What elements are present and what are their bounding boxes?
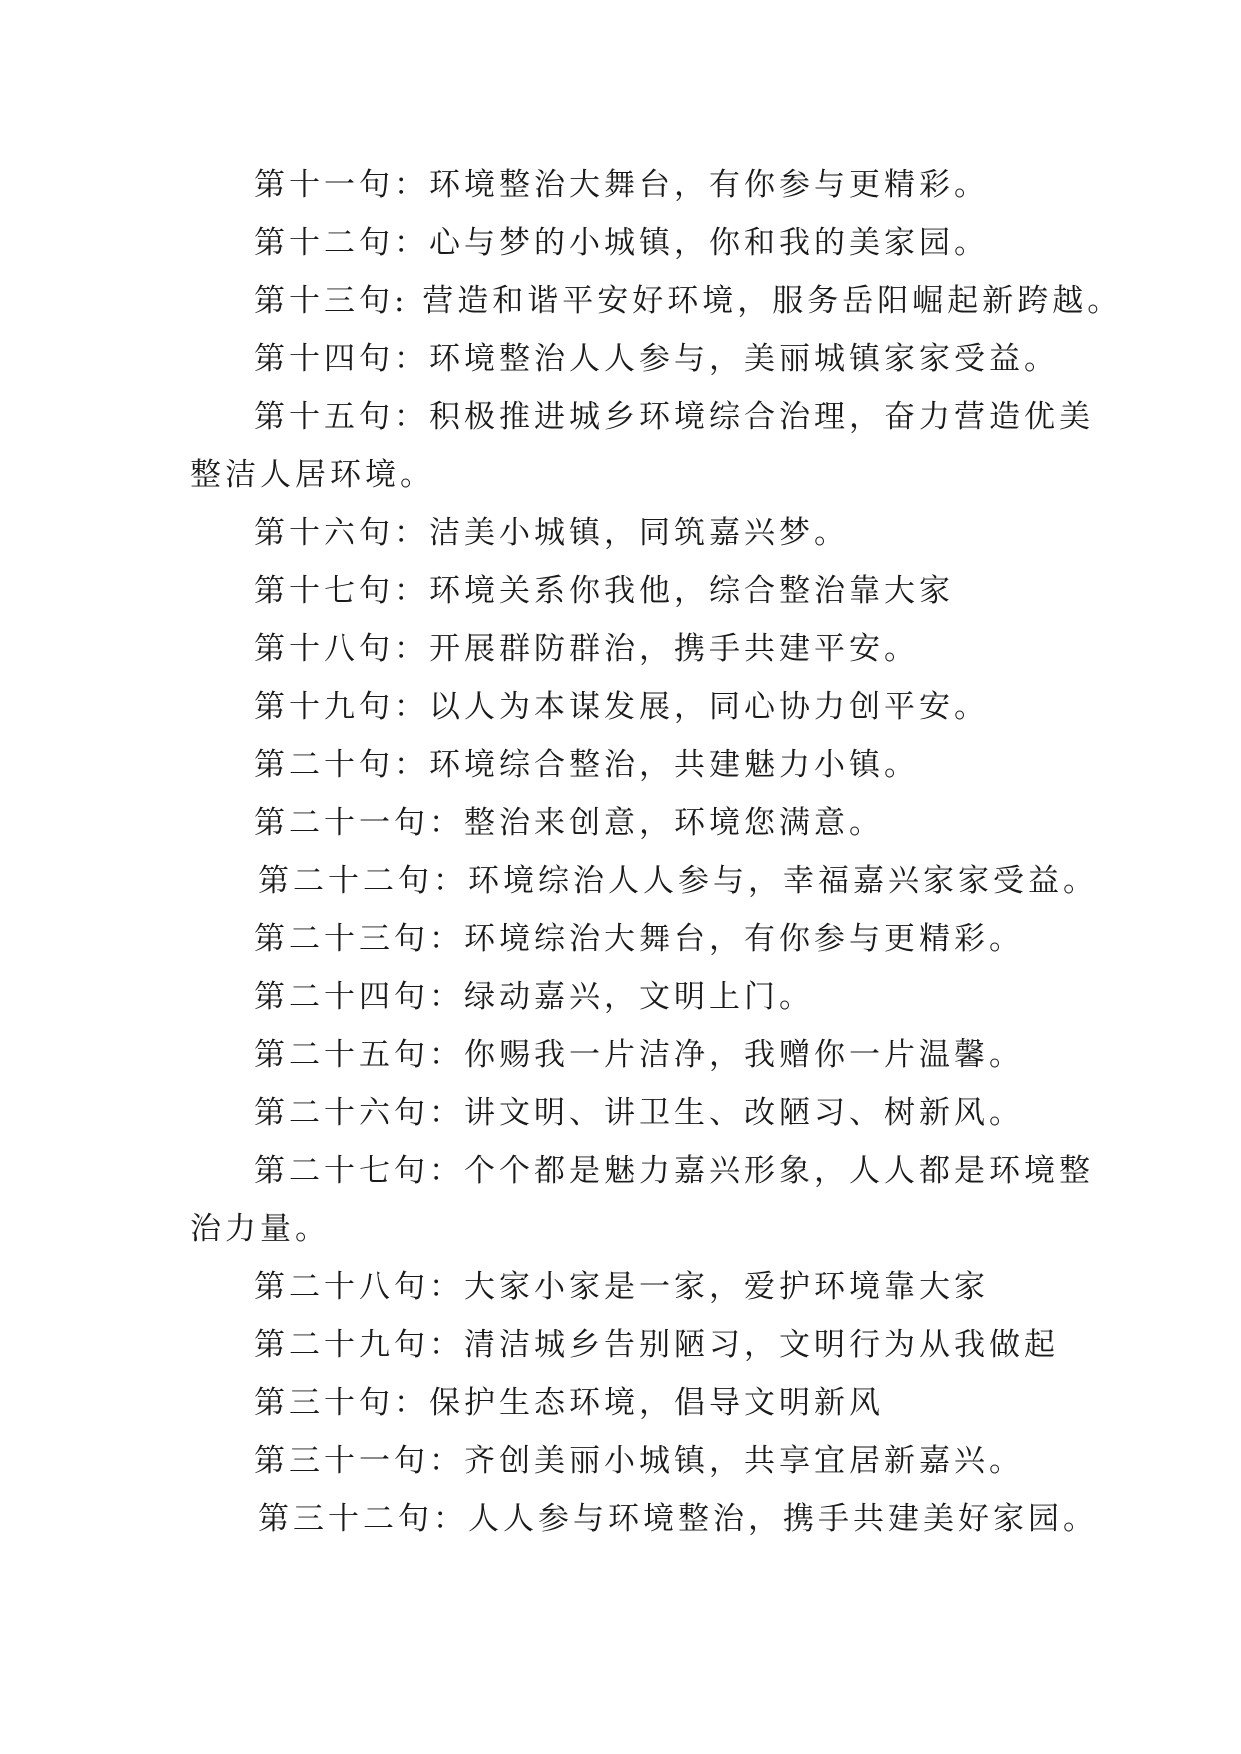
slogan-line: 第十二句：心与梦的小城镇，你和我的美家园。 xyxy=(254,225,989,261)
slogan-line: 第二十四句：绿动嘉兴，文明上门。 xyxy=(254,979,814,1015)
slogan-line: 第三十一句：齐创美丽小城镇，共享宜居新嘉兴。 xyxy=(254,1443,1024,1479)
slogan-line: 第十三句: 营造和谐平安好环境，服务岳阳崛起新跨越。 xyxy=(254,283,1123,319)
slogan-line-continuation: 治力量。 xyxy=(190,1211,330,1247)
slogan-line: 第二十三句：环境综治大舞台，有你参与更精彩。 xyxy=(254,921,1024,957)
slogan-line: 第二十句：环境综合整治，共建魅力小镇。 xyxy=(254,747,919,783)
slogan-line: 第二十一句：整治来创意，环境您满意。 xyxy=(254,805,884,841)
slogan-line: 第十四句：环境整治人人参与，美丽城镇家家受益。 xyxy=(254,341,1059,377)
slogan-line: 第二十六句：讲文明、讲卫生、改陋习、树新风。 xyxy=(254,1095,1024,1131)
slogan-line-continuation: 整洁人居环境。 xyxy=(190,457,435,493)
slogan-line: 第十一句：环境整治大舞台，有你参与更精彩。 xyxy=(254,167,989,203)
slogan-line: 第十六句：洁美小城镇，同筑嘉兴梦。 xyxy=(254,515,849,551)
slogan-line: 第十五句：积极推进城乡环境综合治理，奋力营造优美 xyxy=(254,399,1094,435)
slogan-line: 第三十二句：人人参与环境整治，携手共建美好家园。 xyxy=(258,1501,1098,1537)
slogan-line: 第二十五句：你赐我一片洁净，我赠你一片温馨。 xyxy=(254,1037,1024,1073)
slogan-line: 第十九句：以人为本谋发展，同心协力创平安。 xyxy=(254,689,989,725)
slogan-line: 第三十句：保护生态环境，倡导文明新风 xyxy=(254,1385,884,1421)
slogan-line: 第二十九句：清洁城乡告别陋习，文明行为从我做起 xyxy=(254,1327,1059,1363)
slogan-line: 第十八句：开展群防群治，携手共建平安。 xyxy=(254,631,919,667)
slogan-line: 第二十二句：环境综治人人参与，幸福嘉兴家家受益。 xyxy=(258,863,1098,899)
slogan-list xyxy=(190,156,1123,1548)
slogan-line: 第十七句：环境关系你我他，综合整治靠大家 xyxy=(254,573,954,609)
slogan-line: 第二十八句：大家小家是一家，爱护环境靠大家 xyxy=(254,1269,989,1305)
slogan-line: 第二十七句：个个都是魅力嘉兴形象，人人都是环境整 xyxy=(254,1153,1094,1189)
